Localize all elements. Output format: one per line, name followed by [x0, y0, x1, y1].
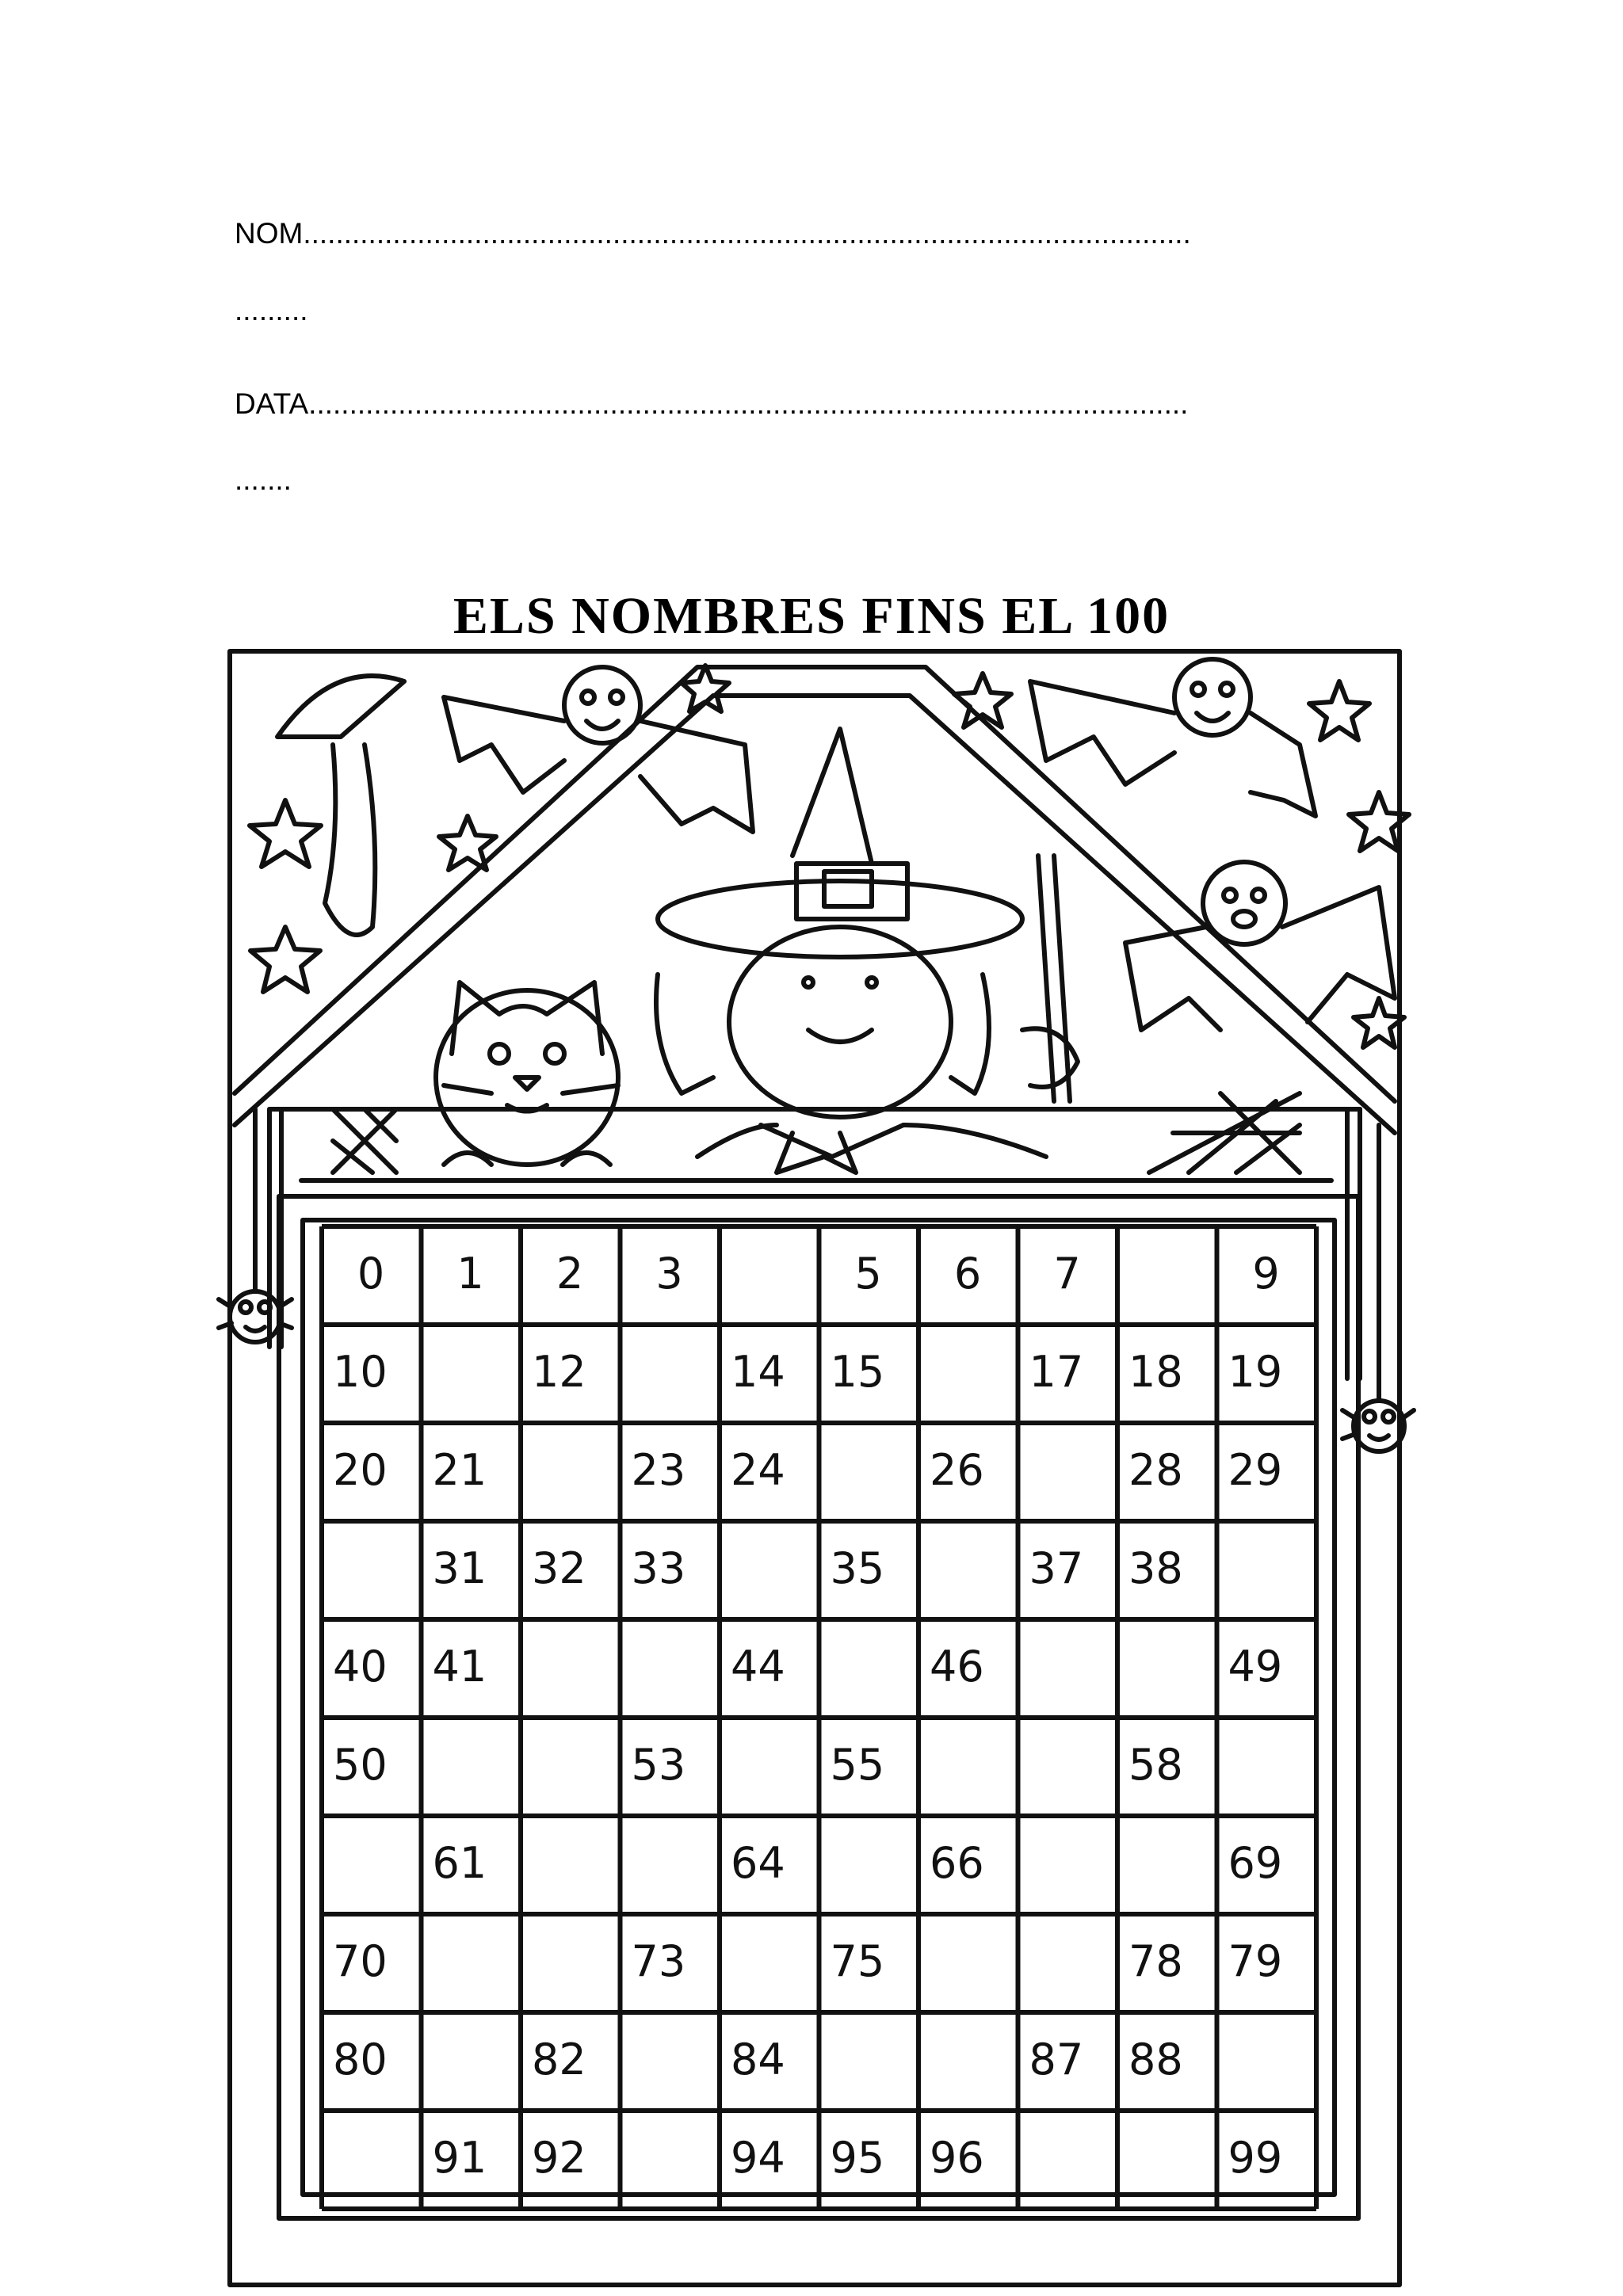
grid-cell-number: 91 [432, 2133, 487, 2183]
grid-cell-number: 66 [930, 1838, 984, 1888]
name-field-line-continuation: ......... [235, 294, 308, 326]
grid-cell-number: 37 [1029, 1543, 1084, 1593]
grid-cell-number: 55 [830, 1740, 885, 1790]
grid-cell-number: 58 [1128, 1740, 1183, 1790]
spider-icon [1342, 1125, 1414, 1451]
grid-cell-number: 26 [930, 1445, 984, 1495]
grid-cell-number: 38 [1128, 1543, 1183, 1593]
grid-cell-number: 88 [1128, 2035, 1183, 2084]
grid-cell-number: 46 [930, 1642, 984, 1691]
grid-cell-number: 64 [731, 1838, 785, 1888]
grid-cell-number: 78 [1128, 1936, 1183, 1986]
bat-icon [444, 667, 753, 832]
grid-cell-number: 70 [333, 1936, 388, 1986]
grid-cell-number: 82 [532, 2035, 586, 2084]
grid-cell-number: 40 [333, 1642, 388, 1691]
grid-cell-number: 80 [333, 2035, 388, 2084]
grid-cell-number: 32 [532, 1543, 586, 1593]
grid-cell-number: 17 [1029, 1347, 1084, 1397]
date-field-line: DATA............................................................................................................ [235, 387, 1189, 420]
grid-cell-number: 0 [357, 1249, 385, 1299]
grid-cell-number: 18 [1128, 1347, 1183, 1397]
grid-cell-number: 50 [333, 1740, 388, 1790]
grid-cell-number: 44 [731, 1642, 785, 1691]
date-field-line-continuation: ....... [235, 463, 292, 496]
cat-icon [436, 982, 618, 1165]
grid-cell-number: 75 [830, 1936, 885, 1986]
grid-cell-number: 24 [731, 1445, 785, 1495]
grid-cell-number: 31 [432, 1543, 487, 1593]
grid-cell-number: 1 [456, 1249, 484, 1299]
grid-cell-number: 3 [655, 1249, 683, 1299]
grid-cell-number: 20 [333, 1445, 388, 1495]
grid-cell-number: 5 [854, 1249, 882, 1299]
grid-cell-number: 61 [432, 1838, 487, 1888]
grid-cell-number: 9 [1252, 1249, 1280, 1299]
grid-cell-number: 28 [1128, 1445, 1183, 1495]
mushroom-icon [277, 676, 404, 935]
grid-cell-number: 10 [333, 1347, 388, 1397]
worksheet-title: ELS NOMBRES FINS EL 100 [453, 587, 1170, 645]
grid-cell-number: 7 [1053, 1249, 1081, 1299]
grid-cell-number: 2 [556, 1249, 584, 1299]
grid-cell-number: 23 [631, 1445, 686, 1495]
grid-cell-number: 95 [830, 2133, 885, 2183]
grid-cell-number: 29 [1228, 1445, 1283, 1495]
grid-cell-number: 33 [631, 1543, 686, 1593]
grid-cell-number: 87 [1029, 2035, 1084, 2084]
grid-cell-number: 79 [1228, 1936, 1283, 1986]
grid-cell-number: 53 [631, 1740, 686, 1790]
grid-cell-number: 15 [830, 1347, 885, 1397]
star-icon [250, 800, 321, 867]
star-icon [1309, 681, 1369, 740]
grid-cell-number: 19 [1228, 1347, 1283, 1397]
magic-wand-icon [1022, 856, 1078, 1101]
grid-cell-number: 6 [953, 1249, 982, 1299]
grid-cell-number: 41 [432, 1642, 487, 1691]
star-icon [1354, 998, 1404, 1047]
bat-icon [1030, 659, 1316, 816]
spiderweb-icon [1149, 1093, 1300, 1173]
grid-cell-number: 14 [731, 1347, 785, 1397]
grid-cell-number: 99 [1228, 2133, 1283, 2183]
grid-cell-number: 92 [532, 2133, 586, 2183]
spiderweb-icon [333, 1109, 396, 1173]
grid-cell-number: 94 [731, 2133, 785, 2183]
number-grid [322, 1226, 1316, 2209]
grid-cell-number: 21 [432, 1445, 487, 1495]
house-roof [235, 667, 1395, 1379]
grid-cell-number: 73 [631, 1936, 686, 1986]
grid-cell-number: 84 [731, 2035, 785, 2084]
grid-cell-number: 49 [1228, 1642, 1283, 1691]
grid-cell-number: 69 [1228, 1838, 1283, 1888]
grid-cell-number: 12 [532, 1347, 586, 1397]
grid-cell-number: 96 [930, 2133, 984, 2183]
star-icon [250, 927, 320, 992]
grid-cell-number: 35 [830, 1543, 885, 1593]
witch-icon [656, 729, 1046, 1173]
name-field-line: NOM............................................................................................................. [235, 217, 1191, 250]
